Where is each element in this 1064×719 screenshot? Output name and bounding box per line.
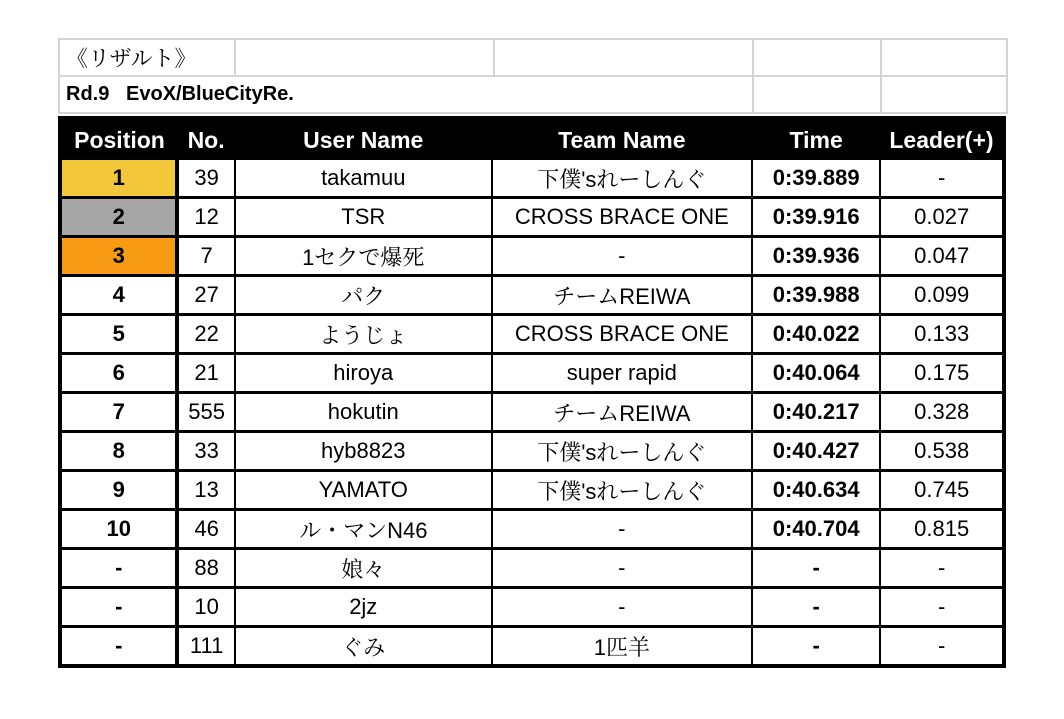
position-cell: - — [60, 627, 177, 667]
leader-gap-cell: 0.538 — [880, 432, 1004, 471]
leader-gap-cell: - — [880, 588, 1004, 627]
team-name-cell: 下僕'sれーしんぐ — [492, 160, 752, 198]
table-row — [60, 432, 1004, 471]
car-number-cell: 27 — [177, 276, 234, 315]
sheet-header-grid — [58, 38, 1008, 114]
team-name-cell: CROSS BRACE ONE — [492, 315, 752, 354]
position-cell: - — [60, 549, 177, 588]
position-cell: 10 — [60, 510, 177, 549]
team-name-cell: CROSS BRACE ONE — [492, 198, 752, 237]
user-name-cell: 2jz — [235, 588, 492, 627]
lap-time-cell: 0:40.217 — [752, 393, 881, 432]
col-header-time: Time — [752, 118, 881, 160]
table-row — [60, 549, 1004, 588]
round-title — [59, 76, 753, 113]
car-number-cell: 21 — [177, 354, 234, 393]
car-number-cell: 33 — [177, 432, 234, 471]
user-name-cell: ようじょ — [235, 315, 492, 354]
team-name-cell: - — [492, 237, 752, 276]
leader-gap-cell: 0.133 — [880, 315, 1004, 354]
position-cell: 2 — [60, 198, 177, 237]
position-cell: 4 — [60, 276, 177, 315]
table-row — [60, 510, 1004, 549]
team-name-cell: 1匹羊 — [492, 627, 752, 667]
car-number-cell: 46 — [177, 510, 234, 549]
user-name-cell: ぐみ — [235, 627, 492, 667]
table-row — [60, 237, 1004, 276]
user-name-cell: hyb8823 — [235, 432, 492, 471]
position-cell: 1 — [60, 160, 177, 198]
sheet-cell — [753, 39, 881, 76]
leader-gap-cell: 0.175 — [880, 354, 1004, 393]
results-body — [60, 160, 1004, 666]
position-cell: 6 — [60, 354, 177, 393]
table-row — [60, 471, 1004, 510]
team-name-cell: チームREIWA — [492, 393, 752, 432]
table-row — [60, 160, 1004, 198]
car-number-cell: 39 — [177, 160, 234, 198]
leader-gap-cell: 0.047 — [880, 237, 1004, 276]
table-row — [60, 198, 1004, 237]
col-header-leader: Leader(+) — [880, 118, 1004, 160]
position-cell: - — [60, 588, 177, 627]
user-name-cell: パク — [235, 276, 492, 315]
team-name-cell: チームREIWA — [492, 276, 752, 315]
leader-gap-cell: 0.815 — [880, 510, 1004, 549]
table-row — [60, 627, 1004, 667]
user-name-cell: 娘々 — [235, 549, 492, 588]
team-name-cell: - — [492, 588, 752, 627]
user-name-cell: hokutin — [235, 393, 492, 432]
user-name-cell: takamuu — [235, 160, 492, 198]
position-cell: 5 — [60, 315, 177, 354]
position-cell: 3 — [60, 237, 177, 276]
section-title: 《リザルト》 — [59, 39, 235, 76]
user-name-cell: TSR — [235, 198, 492, 237]
lap-time-cell: - — [752, 549, 881, 588]
lap-time-cell: 0:39.936 — [752, 237, 881, 276]
col-header-no: No. — [177, 118, 234, 160]
sheet-cell — [881, 76, 1007, 113]
car-number-cell: 555 — [177, 393, 234, 432]
position-cell: 7 — [60, 393, 177, 432]
car-number-cell: 12 — [177, 198, 234, 237]
track-label: EvoX/BlueCityRe. — [126, 83, 294, 105]
results-header-row — [60, 118, 1004, 160]
position-cell: 9 — [60, 471, 177, 510]
sheet-cell — [494, 39, 753, 76]
table-row — [60, 315, 1004, 354]
table-row — [60, 276, 1004, 315]
sheet-cell — [881, 39, 1007, 76]
lap-time-cell: 0:40.427 — [752, 432, 881, 471]
car-number-cell: 111 — [177, 627, 234, 667]
leader-gap-cell: 0.745 — [880, 471, 1004, 510]
user-name-cell: YAMATO — [235, 471, 492, 510]
user-name-cell: ル・マンN46 — [235, 510, 492, 549]
position-cell: 8 — [60, 432, 177, 471]
team-name-cell: 下僕'sれーしんぐ — [492, 471, 752, 510]
user-name-cell: hiroya — [235, 354, 492, 393]
leader-gap-cell: 0.099 — [880, 276, 1004, 315]
lap-time-cell: 0:40.704 — [752, 510, 881, 549]
car-number-cell: 13 — [177, 471, 234, 510]
leader-gap-cell: 0.027 — [880, 198, 1004, 237]
lap-time-cell: 0:39.889 — [752, 160, 881, 198]
lap-time-cell: 0:39.916 — [752, 198, 881, 237]
lap-time-cell: 0:40.022 — [752, 315, 881, 354]
lap-time-cell: - — [752, 627, 881, 667]
lap-time-cell: 0:40.064 — [752, 354, 881, 393]
car-number-cell: 10 — [177, 588, 234, 627]
car-number-cell: 22 — [177, 315, 234, 354]
results-table — [58, 116, 1006, 668]
table-row — [60, 393, 1004, 432]
lap-time-cell: 0:40.634 — [752, 471, 881, 510]
round-label: Rd.9 — [66, 83, 110, 105]
car-number-cell: 88 — [177, 549, 234, 588]
leader-gap-cell: - — [938, 633, 946, 658]
col-header-position: Position — [60, 118, 177, 160]
sheet-cell — [753, 76, 881, 113]
user-name-cell: 1セクで爆死 — [235, 237, 492, 276]
team-name-cell: super rapid — [492, 354, 752, 393]
team-name-cell: - — [492, 510, 752, 549]
team-name-cell: - — [492, 549, 752, 588]
col-header-user-name: User Name — [235, 118, 492, 160]
leader-gap-cell: 0.328 — [880, 393, 1004, 432]
team-name-cell: 下僕'sれーしんぐ — [492, 432, 752, 471]
car-number-cell: 7 — [177, 237, 234, 276]
col-header-team-name: Team Name — [492, 118, 752, 160]
lap-time-cell: - — [752, 588, 881, 627]
leader-gap-cell: - — [880, 549, 1004, 588]
table-row — [60, 354, 1004, 393]
lap-time-cell: 0:39.988 — [752, 276, 881, 315]
leader-gap-cell: - — [880, 160, 1004, 198]
sheet-cell — [235, 39, 494, 76]
table-row — [60, 588, 1004, 627]
